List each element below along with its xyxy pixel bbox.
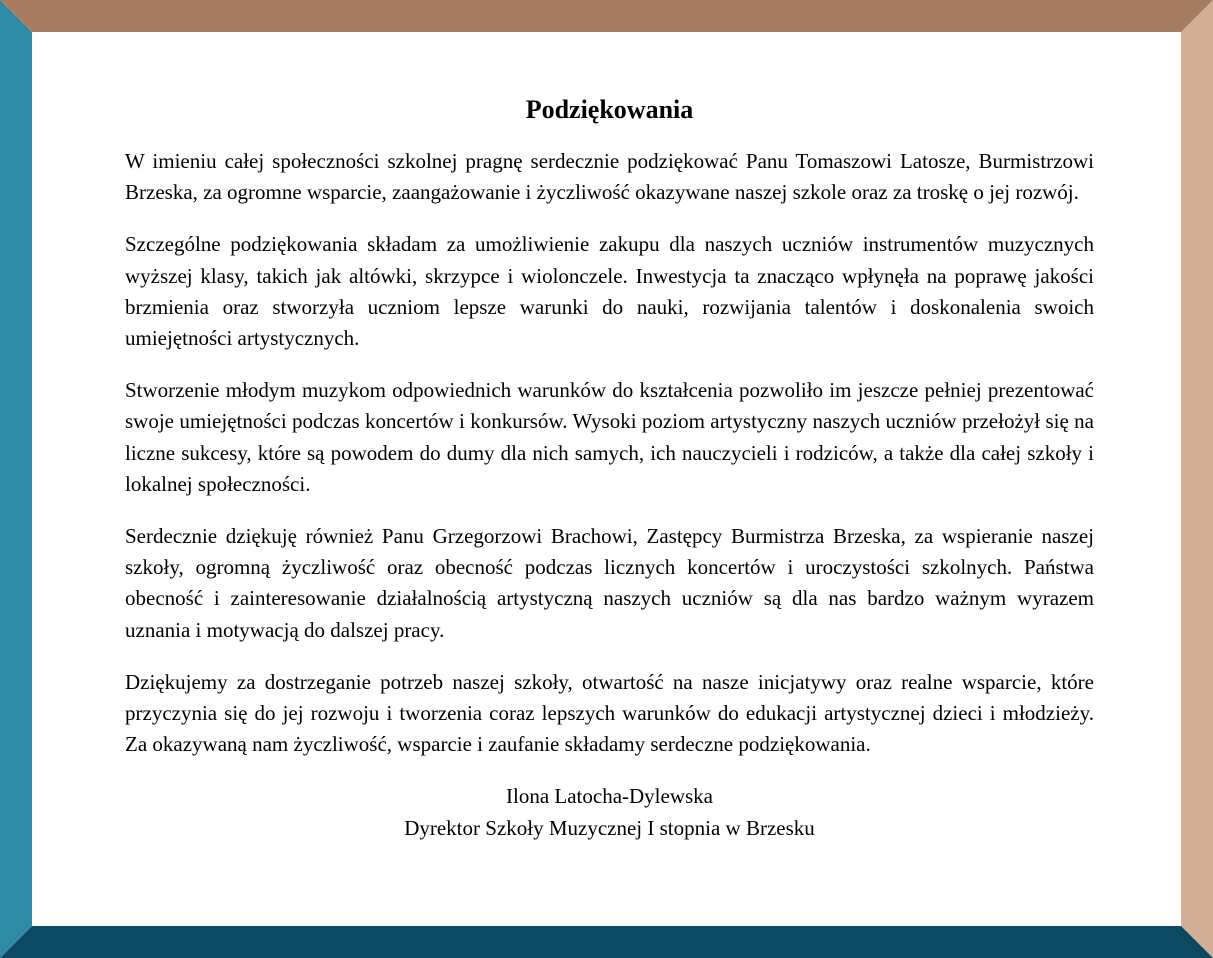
paragraph-4: Serdecznie dziękuję również Panu Grzegorzowi Brachowi, Zastępcy Burmistrza Brzeska, za wspieranie naszej szkoły, ogromną życzliwość oraz obecność podczas licznych koncertów i uroczystości szkolnych. Państwa obecność i zainteresowanie działalnością artystyczną naszych uczniów są dla nas bardzo ważnym wyrazem uznania i motywacją do dalszej pracy.: [125, 524, 1094, 642]
paragraph-2: Szczególne podziękowania składam za umożliwienie zakupu dla naszych uczniów instrumentów muzycznych wyższej klasy, takich jak altówki, skrzypce i wiolonczele. Inwestycja ta znacząco wpłynęła na poprawę jakości brzmienia oraz stworzyła uczniom lepsze warunki do nauki, rozwijania talentów i doskonalenia swoich umiejętności artystycznych.: [125, 232, 1094, 351]
frame-left-edge: [0, 0, 32, 958]
letter-title: Podziękowania: [525, 95, 694, 124]
letter-content: [125, 92, 1094, 844]
frame-bottom-edge: [0, 926, 1213, 958]
paragraph-5: Dziękujemy za dostrzeganie potrzeb naszej szkoły, otwartość na nasze inicjatywy oraz realne wsparcie, które przyczynia się do jej rozwoju i tworzenia coraz lepszych warunków do edukacji artystycznej dzieci i młodzieży. Za okazywaną nam życzliwość, wsparcie i zaufanie składamy serdeczne podziękowania.: [125, 669, 1094, 757]
frame-right-edge: [1181, 0, 1213, 958]
signature-block: [125, 781, 1094, 844]
frame-top-edge: [0, 0, 1213, 32]
paragraph-3: Stworzenie młodym muzykom odpowiednich warunków do kształcenia pozwoliło im jeszcze pełniej prezentować swoje umiejętności podczas koncertów i konkursów. Wysoki poziom artystyczny naszych uczniów przełożył się na liczne sukcesy, które są powodem do dumy dla nich samych, ich nauczycieli i rodziców, a także dla całej szkoły i lokalnej społeczności.: [125, 378, 1094, 496]
signature-name: Ilona Latocha-Dylewska: [506, 784, 713, 809]
signature-position: Dyrektor Szkoły Muzycznej I stopnia w Brzesku: [404, 815, 815, 840]
paragraph-1: W imieniu całej społeczności szkolnej pragnę serdecznie podziękować Panu Tomaszowi Latosze, Burmistrzowi Brzeska, za ogromne wsparcie, zaangażowanie i życzliwość okazywane naszej szkole oraz za troskę o jej rozwój.: [125, 149, 1094, 205]
letter-page: [32, 32, 1181, 926]
